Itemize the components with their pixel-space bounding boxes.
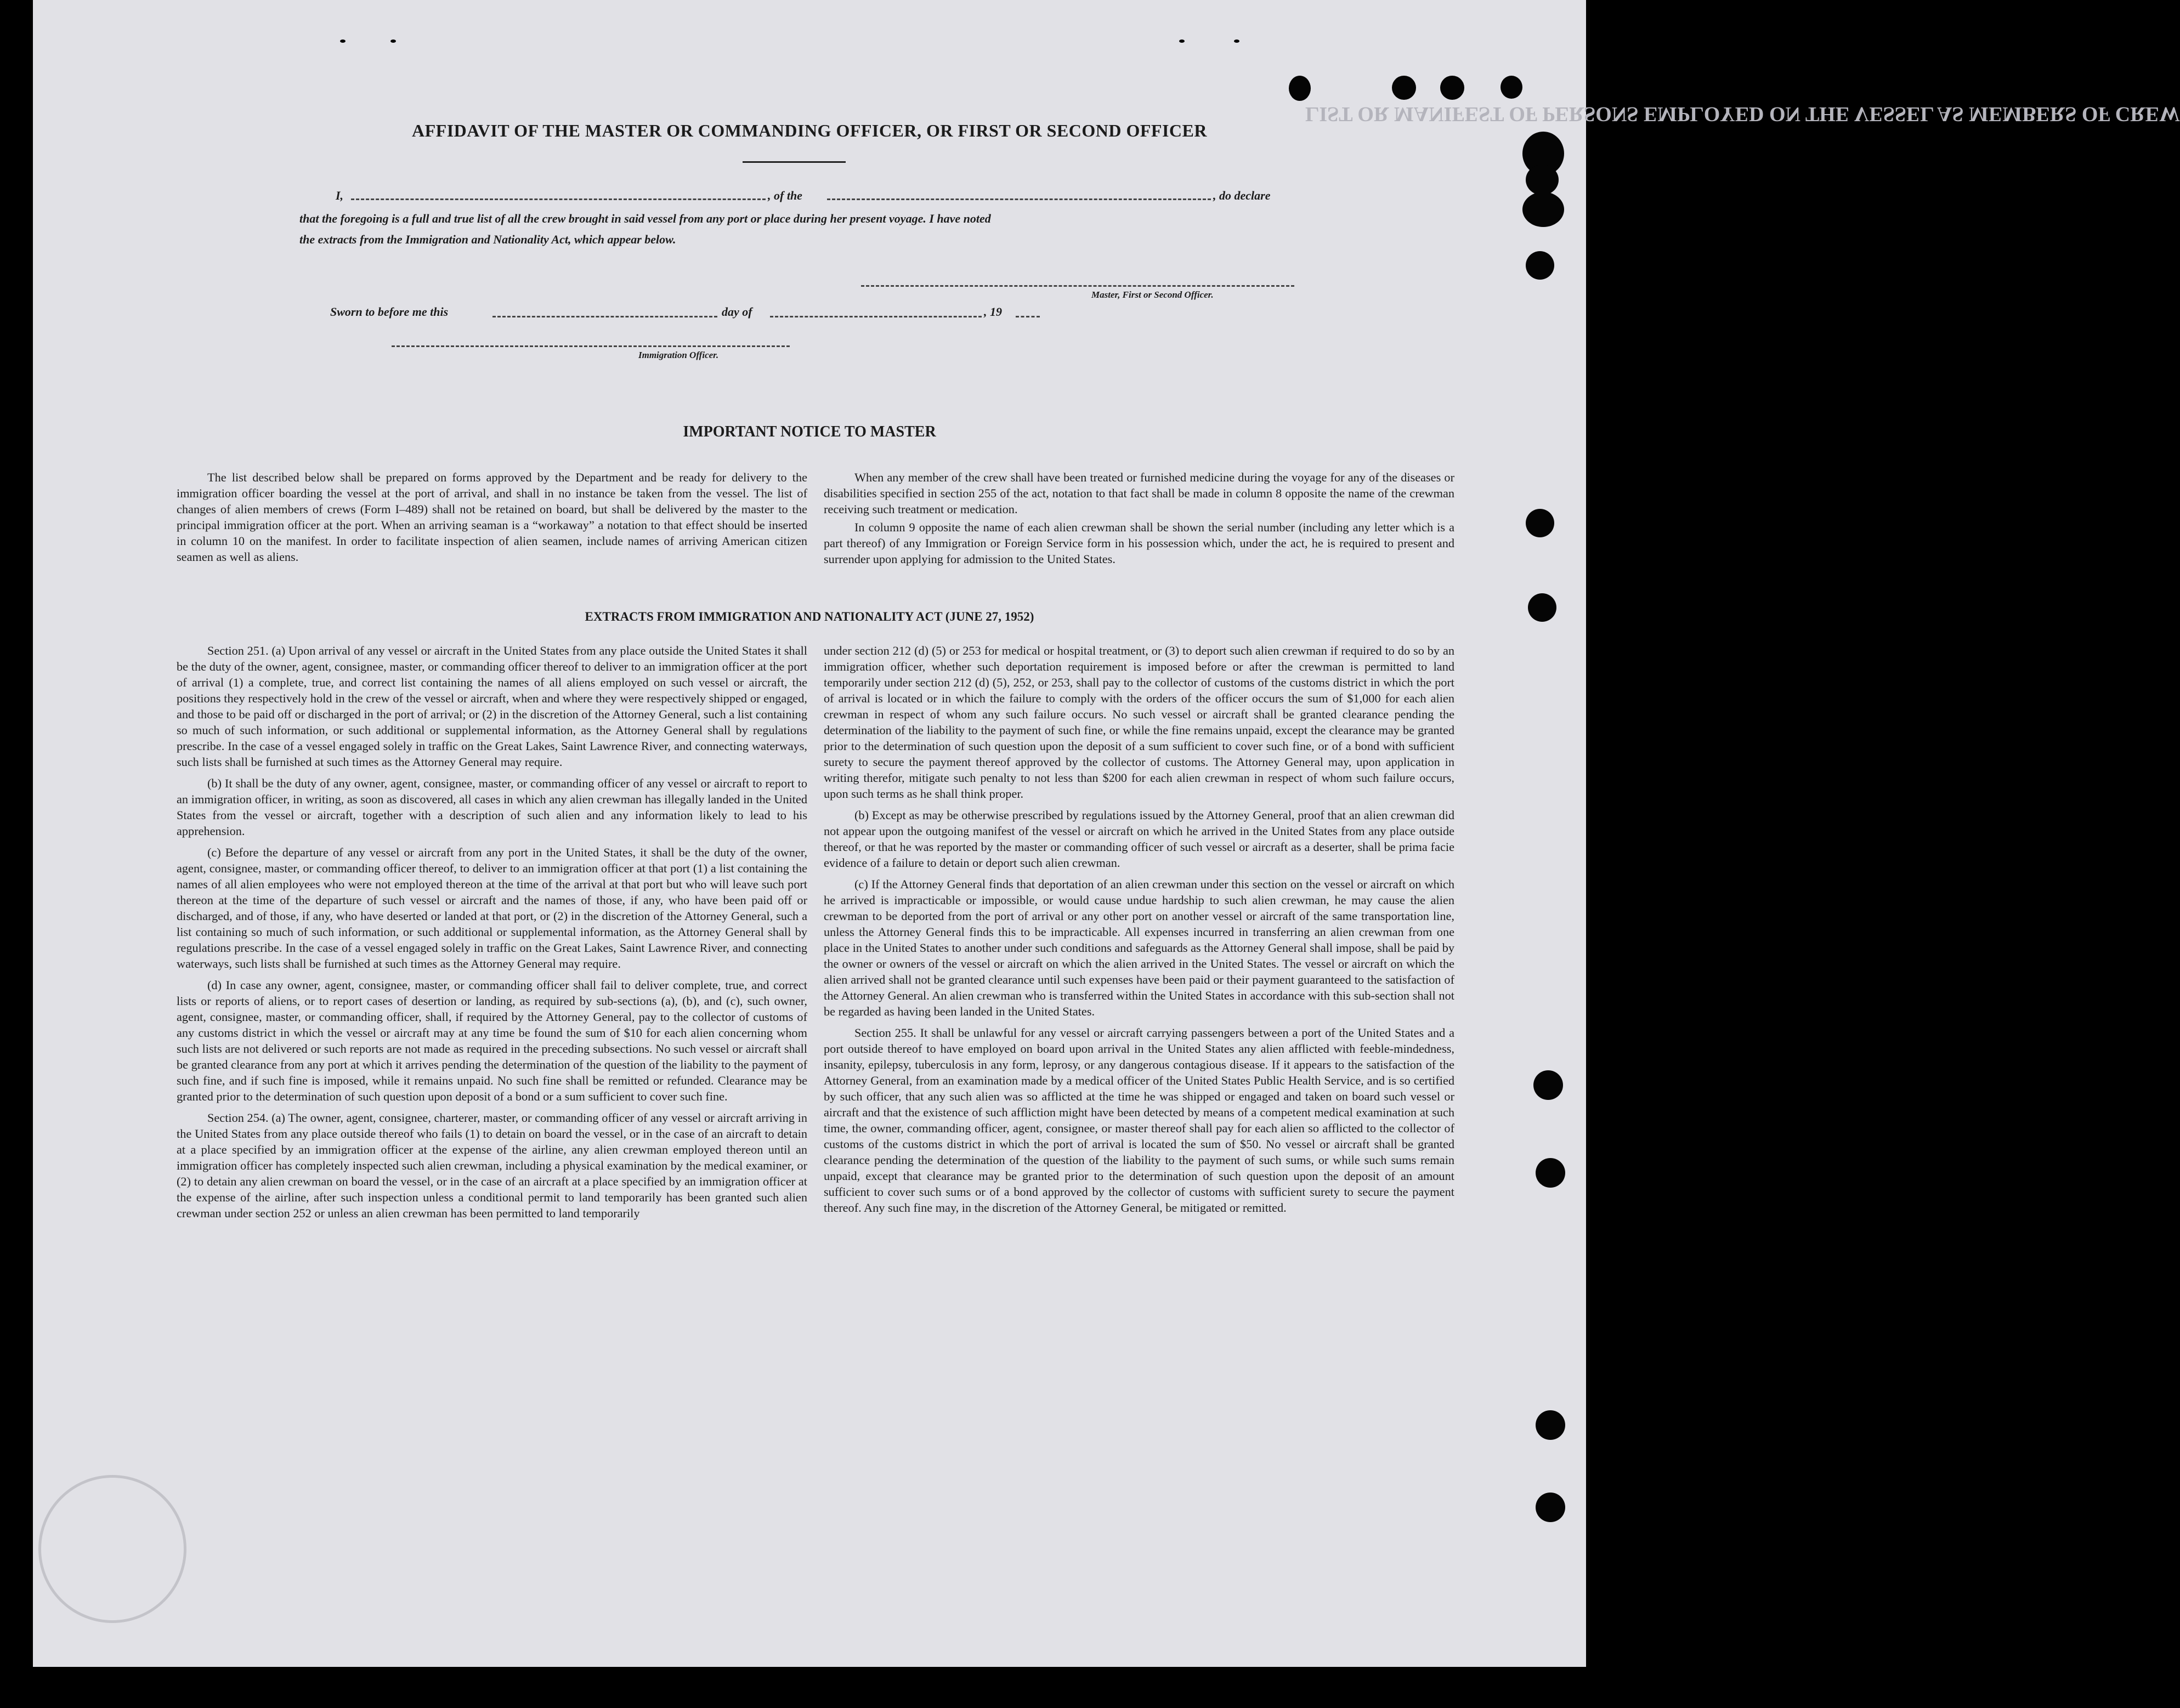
of-the-label: , of the [768,189,802,202]
punch-hole [1533,1070,1563,1100]
punch-hole [1536,1493,1565,1522]
section-255: Section 255. It shall be unlawful for any vessel or aircraft carrying passengers between a port of the United States and a port outside thereof to have employed on board upon arrival in the United States any alien afflicted with feeble-mindedness, insanity, epilepsy, tuberculosis in any form, leprosy, or any dangerous contagious disease. If it appears to the satisfaction of the Attorney General, from an examination made by a medical officer of the United States Public Health Service, and is so certified by such officer, that any such alien was so afflicted at the time he was shipped or engaged and taken on board such vessel or aircraft and that the existence of such affliction might have been detected by means of a competent medical examination at such time, the owner, commanding officer, agent, consignee, or master thereof shall pay for each alien so afflicted to the collector of customs of the customs district in which the port of arrival is located the sum of $50. No vessel or aircraft shall be granted clearance pending the determination of the question of the liability to the payment of such sums, or while such sums remain unpaid, except that clearance may be granted prior to the determination of such question upon the deposit of an amount sufficient to cover such sums or of a bond approved by the collector of customs with sufficient surety to secure the payment thereof. Any such fine may, in the discretion of the Attorney General, be mitigated or remitted. [824,1026,1454,1215]
i-label: I, [336,189,344,202]
master-signature-field[interactable] [861,285,1294,287]
extracts-title: EXTRACTS FROM IMMIGRATION AND NATIONALITY ACT (JUNE 27, 1952) [585,610,1034,623]
section-254-c: (c) If the Attorney General finds that deportation of an alien crewman under this section on the vessel or aircraft on which he arrived is impracticable or impossible, or would cause undue hardship to such alien crewman, he may cause the alien crewman to be deported from the port of arrival or any other port on another vessel or aircraft of the same transportation line, unless the Attorney General finds this to be impracticable. All expenses incurred in transferring an alien crewman from one place in the United States to another under such conditions and safeguards as the Attorney General shall impose, shall be paid by the owner or owners of the vessel or aircraft on which the alien arrived in the United States. The vessel or aircraft on which the alien arrived shall not be granted clearance until such expenses have been paid or their payment guaranteed to the satisfaction of the Attorney General. An alien crewman who is transferred within the United States in accordance with this sub-section shall not be regarded as having been landed in the United States. [824,877,1454,1018]
name-field[interactable] [351,198,766,200]
sworn-day-field[interactable] [492,316,717,317]
master-signature-caption: Master, First or Second Officer. [1091,290,1214,300]
section-254-a-continued: under section 212 (d) (5) or 253 for medical or hospital treatment, or (3) to deport such alien crewman if required to do so by an immigration officer, whether such deportation requirement is imposed before or after the crewman is permitted to land temporarily under section 212 (d) (5), 252, or 253, shall pay to the collector of customs of the customs district in which the port of arrival is located or in which the failure to comply with the orders of the officer occurs the sum of $1,000 for each alien crewman in respect of whom any such failure occurs. No such vessel or aircraft shall be granted clearance pending the determination of the liability to the payment of such fine, or while the fine remains unpaid, except the clearance may be granted prior to the determination of such question upon the deposit of a sum sufficient to cover such fine, or of a bond with sufficient surety to secure the payment thereof approved by the collector of customs. The Attorney General may, upon application in writing therefor, mitigate such penalty to not less than $200 for each alien crewman in respect of whom such failure occurs, upon such terms as he shall think proper. [824,644,1454,801]
affidavit-statement-line1: that the foregoing is a full and true list of all the crew brought in said vessel from any port or place during her present voyage. I have noted [299,212,991,225]
title-rule [743,161,846,163]
bleed-through-text: LIST OR MANIFEST OF PERSONS EMPLOYED ON THE VESSEL AS MEMBERS OF CREW [1305,103,2180,126]
officer-signature-field[interactable] [392,345,790,347]
notice-left-paragraph: The list described below shall be prepared on forms approved by the Department and be ready for delivery to the immigration officer boarding the vessel at the port of arrival, and shall in no instance be taken from the vessel. The list of changes of alien members of crews (Form I–489) shall not be retained on board, but shall be delivered by the master to the principal immigration officer at the port. When an arriving seaman is a “workaway” a notation to that effect should be inserted in column 10 on the manifest. In order to facilitate inspection of alien seamen, include names of arriving American citizen seamen as well as aliens. [177,470,807,564]
extracts-left-column [177,643,807,1221]
year-label: , 19 [984,305,1002,319]
sworn-year-field[interactable] [1016,316,1040,317]
section-251-b: (b) It shall be the duty of any owner, agent, consignee, master, or commanding officer of any vessel or aircraft to report to an immigration officer, in writing, as soon as discovered, all cases in which any alien crewman has illegally landed in the United States from the vessel or aircraft, together with a description of such alien and any information likely to lead to his apprehension. [177,776,807,838]
notice-right-column [824,469,1454,567]
section-251-c: (c) Before the departure of any vessel or aircraft from any port in the United States, it shall be the duty of the owner, agent, consignee, master, or commanding officer thereof, to deliver to an immigration officer at that port (1) a list containing the names of all alien employees who were not employed thereon at the time of the arrival at that port but who will leave such port thereon at the time of the departure of such vessel or aircraft and the names of those, if any, who have been paid off or discharged, and of those, if any, who have deserted or landed at that port, or (2) in the discretion of the Attorney General, such a list containing so much of such information, or such additional or supplemental information, as the Attorney General shall by regulations prescribe. In the case of a vessel engaged solely in traffic on the Great Lakes, Saint Lawrence River, and connecting waterways, such lists shall be furnished at such times as the Attorney General may require. [177,846,807,971]
punch-hole [1536,1410,1565,1440]
edge-mark [340,39,346,43]
punch-hole [1526,164,1559,195]
punch-hole [1526,509,1554,537]
edge-mark [390,39,396,43]
punch-hole [1440,76,1464,100]
punch-hole [1522,192,1564,227]
notice-right-paragraph-1: When any member of the crew shall have been treated or furnished medicine during the voyage for any of the diseases or disabilities specified in section 255 of the act, notation to that fact shall be made in column 8 opposite the name of the crewman receiving such treatment or medication. [824,470,1454,516]
document-page [33,0,2180,1667]
vessel-field[interactable] [827,198,1211,200]
notice-right-paragraph-2: In column 9 opposite the name of each alien crewman shall be shown the serial number (including any letter which is a part thereof) of any Immigration or Foreign Service form in his possession which, under the act, he is required to present and surrender upon applying for admission to the United States. [824,520,1454,566]
edge-mark [1179,39,1185,43]
notice-left-column [177,469,807,565]
section-251-a: Section 251. (a) Upon arrival of any vessel or aircraft in the United States from any place outside the United States it shall be the duty of the owner, agent, consignee, master, or commanding officer thereof to deliver to an immigration officer at the port of arrival (1) a complete, true, and correct list containing the names of all aliens employed on such vessel or aircraft, the positions they respectively hold in the crew of the vessel or aircraft, when and where they were respectively shipped or engaged, and those to be paid off or discharged in the port of arrival; or (2) in the discretion of the Attorney General, such a list containing so much of such information, or such additional or supplemental information, as the Attorney General shall by regulations prescribe. In the case of a vessel engaged solely in traffic on the Great Lakes, Saint Lawrence River, and connecting waterways, such lists shall be furnished at such times as the Attorney General may require. [177,644,807,769]
section-254-a: Section 254. (a) The owner, agent, consignee, charterer, master, or commanding officer of any vessel or aircraft arriving in the United States from any place outside thereof who fails (1) to detain on board the vessel, or in the case of an aircraft to detain at a place specified by an immigration officer at the expense of the airline, any alien crewman employed thereon until an immigration officer has completely inspected such alien crewman, including a physical examination by the medical examiner, or (2) to detain any alien crewman on board the vessel, or in the case of an aircraft at a place specified by an immigration officer at the expense of the airline, after such inspection unless a conditional permit to land temporarily has been granted such alien crewman under section 252 or unless an alien crewman has been permitted to land temporarily [177,1111,807,1220]
section-254-b: (b) Except as may be otherwise prescribed by regulations issued by the Attorney General, proof that an alien crewman did not appear upon the outgoing manifest of the vessel or aircraft on which he arrived in the United States from any place outside thereof, or that he was reported by the master or commanding officer of such vessel or aircraft as a deserter, shall be prima facie evidence of a failure to detain or deport such alien crewman. [824,808,1454,870]
punch-hole [1536,1158,1565,1188]
punch-hole [1289,76,1311,101]
punch-hole [1392,76,1416,100]
punch-hole [1500,76,1522,99]
notice-title: IMPORTANT NOTICE TO MASTER [683,423,936,440]
section-251-d: (d) In case any owner, agent, consignee, master, or commanding officer shall fail to deliver complete, true, and correct lists or reports of aliens, or to report cases of desertion or landing, as required by sub-sections (a), (b), and (c), such owner, agent, consignee, master, or commanding officer, shall, if required by the Attorney General, pay to the collector of customs of any customs district in which the vessel or aircraft may at any time be found the sum of $10 for each alien concerning whom such lists are not delivered or such reports are not made as required in the preceding subsections. No such vessel or aircraft shall be granted clearance from any port at which it arrives pending the determination of the question of the liability to the payment of such fine, and if such fine is imposed, while it remains unpaid. No such fine shall be remitted or refunded. Clearance may be granted prior to the determination of such question upon deposit of a bond or a sum sufficient to cover such fine. [177,978,807,1103]
affidavit-statement-line2: the extracts from the Immigration and Nationality Act, which appear below. [299,232,676,246]
sworn-month-field[interactable] [770,316,982,317]
sworn-label: Sworn to before me this [330,305,449,319]
edge-mark [1234,39,1239,43]
extracts-right-column [824,643,1454,1216]
affidavit-title: AFFIDAVIT OF THE MASTER OR COMMANDING OFFICER, OR FIRST OR SECOND OFFICER [412,121,1207,140]
do-declare-label: , do declare [1213,189,1271,202]
punch-hole [1526,251,1554,280]
bleed-through-stamp [38,1475,186,1623]
day-of-label: day of [722,305,752,319]
officer-signature-caption: Immigration Officer. [638,350,719,360]
